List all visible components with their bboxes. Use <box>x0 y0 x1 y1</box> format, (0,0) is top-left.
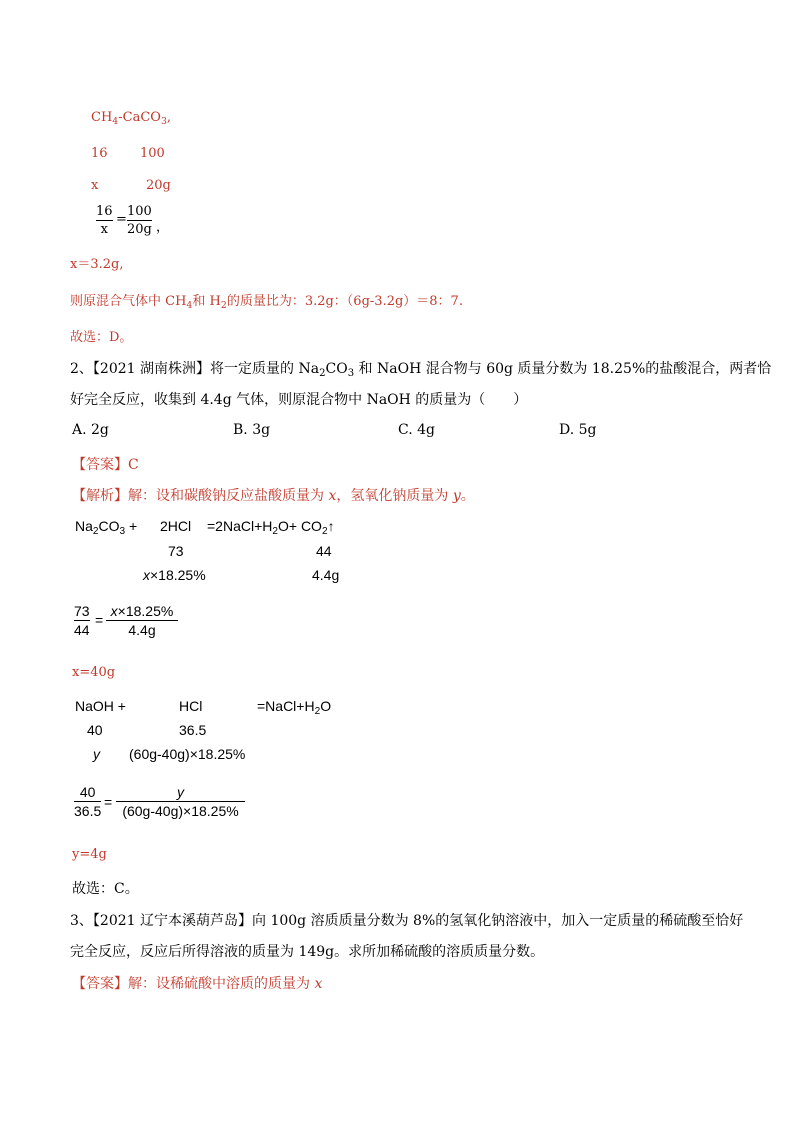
q2-stem-1c: 和 NaOH 混合物与 60g 质量分数为 18.25%的盐酸混合，两者恰 <box>354 361 772 377</box>
q3-answer <box>72 973 322 993</box>
q2-answer-tag: 【答案】 <box>72 457 128 473</box>
q2-eq1-gas-arrow: ↑ <box>327 518 335 534</box>
q2-eq1-var-x: x <box>143 567 150 583</box>
q2-analysis-var-y: y <box>452 488 461 504</box>
q1-equation <box>91 110 171 125</box>
q2-eq2-mass-40: 40 <box>87 722 103 738</box>
q3-answer-var-x: x <box>314 976 323 992</box>
q2-option-a: A. 2g <box>72 422 109 438</box>
q2-prop2-left <box>74 784 101 819</box>
q1-mass-caco3: 100 <box>140 146 165 161</box>
q2-eq1-nacl-h: =2NaCl+H <box>207 518 273 534</box>
q2-prop1-right-den: 4.4g <box>128 622 156 638</box>
q2-eq2-var-y: y <box>93 746 100 762</box>
q2-eq2-products <box>257 698 332 718</box>
q1-frac-left-num: 16 <box>96 204 113 219</box>
q2-prop1-var-x: x <box>110 603 118 619</box>
q1-mass-ch4: 16 <box>91 146 108 161</box>
q2-analysis-var-x: x <box>328 488 337 504</box>
q2-answer-value: C <box>128 457 139 473</box>
q2-prop1-left-num: 73 <box>74 603 90 619</box>
q1-eq-sub-4: 4 <box>112 115 119 127</box>
q2-eq1-plus: + <box>125 518 138 534</box>
q2-eq1-sub-3: 3 <box>119 526 126 538</box>
q2-result-x: x=40g <box>72 665 116 680</box>
q1-frac-right-num: 100 <box>127 204 152 219</box>
q2-result-y: y=4g <box>72 847 107 862</box>
q2-prop1-right-num <box>106 603 178 619</box>
q3-answer-tag: 【答案】 <box>72 976 128 992</box>
q1-ratio-sub-2: 2 <box>220 299 227 311</box>
q2-eq1-percent: ×18.25% <box>150 567 206 583</box>
q1-frac-right-bar <box>127 220 152 221</box>
q1-frac-right-den: 20g <box>127 222 152 237</box>
q2-stem-line2: 好完全反应，收集到 4.4g 气体，则原混合物中 NaOH 的质量为（ ） <box>70 392 528 408</box>
q3-stem-line1 <box>70 910 743 930</box>
q1-eq-sub-3: 3 <box>160 115 167 127</box>
q2-prop1-left <box>74 603 90 638</box>
q2-eq1-mass-44: 44 <box>316 543 332 559</box>
q1-eq-ch: CH <box>91 110 113 125</box>
q1-fraction-right <box>127 204 152 237</box>
q2-prop2-left-den: 36.5 <box>74 803 102 819</box>
q2-prop2-right-num: y <box>177 784 184 800</box>
q1-frac-tail: ， <box>156 220 170 235</box>
q2-eq1-co2-mass: 4.4g <box>312 567 340 583</box>
q2-prop1-right <box>106 603 178 638</box>
q2-answer <box>72 454 139 474</box>
q2-eq2-hcl: HCl <box>179 698 203 714</box>
q2-eq1-co: CO <box>98 518 120 534</box>
q2-prop1-right-bar <box>106 620 178 621</box>
q2-prop1-left-bar <box>74 620 90 621</box>
q1-frac-left-den: x <box>100 222 108 237</box>
q3-stem-1: 向 100g 溶质质量分数为 8%的氢氧化钠溶液中，加入一定质量的稀硫酸至恰好 <box>252 913 744 929</box>
q2-prop1-percent: ×18.25% <box>117 603 174 619</box>
q3-stem-line2: 完全反应，反应后所得溶液的质量为 149g。求所加稀硫酸的溶质质量分数。 <box>70 944 545 960</box>
q2-eq2-naoh: NaOH + <box>75 698 126 714</box>
q1-choose-answer: 故选：D。 <box>70 330 133 345</box>
q2-stem-sub-3: 3 <box>347 368 355 380</box>
q1-mass-ratio <box>70 290 463 309</box>
q2-eq1-mass-73: 73 <box>168 543 184 559</box>
q2-prop1-left-den: 44 <box>74 622 90 638</box>
q2-eq2-o: O <box>320 698 332 714</box>
q1-unknown-20g: 20g <box>146 178 171 193</box>
q2-prop2-right-bar <box>116 801 245 802</box>
q1-frac-left-bar <box>96 220 113 221</box>
q1-eq-caco: -CaCO <box>118 110 161 125</box>
q2-prop2-right <box>116 784 245 819</box>
q2-stem-1b: CO <box>325 361 348 377</box>
q2-eq2-hcl-mass: (60g-40g)×18.25% <box>129 746 246 762</box>
q1-fraction-left <box>96 204 113 237</box>
q2-prop1-equals: = <box>95 612 104 628</box>
q1-frac-equals: = <box>116 212 127 227</box>
q3-number: 3、 <box>70 913 93 929</box>
q2-analysis-text-a: 解：设和碳酸钠反应盐酸质量为 <box>128 488 329 504</box>
q2-option-c: C. 4g <box>398 422 435 438</box>
q2-eq1-na: Na <box>75 518 93 534</box>
q2-prop2-left-num: 40 <box>79 784 96 800</box>
q2-eq1-sub-2b: 2 <box>272 526 278 538</box>
q2-analysis-text-c: 。 <box>460 488 475 504</box>
q3-answer-text: 解：设稀硫酸中溶质的质量为 <box>128 976 315 992</box>
q1-ratio-mid: 和 H <box>192 294 221 309</box>
q2-prop2-left-bar <box>74 801 101 802</box>
q1-result-x: x＝3.2g, <box>70 257 124 272</box>
q1-ratio-sub-4: 4 <box>186 299 193 311</box>
q2-eq1-reactant-1 <box>75 518 138 538</box>
q2-eq1-unknown-hcl <box>143 567 206 583</box>
q2-prop2-right-den: (60g-40g)×18.25% <box>122 803 239 819</box>
q2-source: 【2021 湖南株洲】 <box>92 361 211 377</box>
q2-number: 2、 <box>70 361 93 377</box>
q2-eq1-o-co: O+ CO <box>277 518 322 534</box>
q2-prop2-equals: = <box>104 794 113 810</box>
q2-choose-answer: 故选：C。 <box>72 881 139 897</box>
q2-stem-1a: 将一定质量的 Na <box>210 361 320 377</box>
q2-eq1-products <box>207 518 335 538</box>
q2-analysis-intro <box>72 485 475 505</box>
q2-eq2-sub-2: 2 <box>314 706 321 718</box>
q2-eq1-sub-2c: 2 <box>321 526 328 538</box>
q1-ratio-pre: 则原混合气体中 CH <box>70 294 187 309</box>
q1-eq-tail: , <box>166 110 172 125</box>
q2-stem-line1 <box>70 358 771 378</box>
q3-source: 【2021 辽宁本溪葫芦岛】 <box>92 913 253 929</box>
q1-ratio-post: 的质量比为：3.2g：（6g-3.2g）＝8：7. <box>226 294 463 309</box>
q2-option-d: D. 5g <box>559 422 597 438</box>
q2-stem-sub-2: 2 <box>319 368 326 380</box>
q2-eq1-hcl: 2HCl <box>160 518 192 534</box>
q2-eq1-sub-2a: 2 <box>92 526 99 538</box>
q1-unknown-x: x <box>91 178 99 193</box>
q2-eq2-nacl-h: =NaCl+H <box>257 698 315 714</box>
q2-option-b: B. 3g <box>233 422 271 438</box>
q2-eq2-mass-36-5: 36.5 <box>179 722 207 738</box>
q2-analysis-text-b: ，氢氧化钠质量为 <box>336 488 453 504</box>
q2-analysis-tag: 【解析】 <box>72 488 128 504</box>
